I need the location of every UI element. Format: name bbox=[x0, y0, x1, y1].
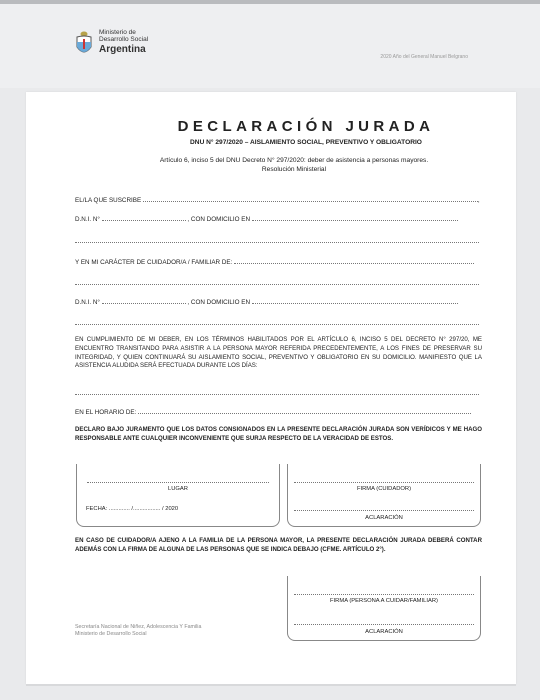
declaration-form bbox=[26, 92, 516, 684]
firma-cuidador-label: FIRMA (CUIDADOR) bbox=[356, 486, 412, 492]
article-reference bbox=[26, 156, 540, 174]
domicilio1-continuation[interactable] bbox=[75, 242, 479, 243]
suscribe-row: EL/LA QUE SUSCRIBE , bbox=[75, 197, 480, 204]
domicilio2-continuation[interactable] bbox=[75, 324, 479, 325]
page-header bbox=[0, 4, 540, 88]
aclaracion1-field[interactable] bbox=[294, 510, 474, 511]
caracter-field[interactable] bbox=[234, 257, 474, 264]
dias-field[interactable] bbox=[75, 394, 479, 395]
domicilio1-label: , CON DOMICILIO EN bbox=[187, 216, 251, 223]
horario-label: EN EL HORARIO DE: bbox=[75, 409, 137, 416]
horario-row bbox=[75, 407, 482, 416]
aclaracion1-label: ACLARACIÓN bbox=[365, 515, 403, 521]
ministry-logo bbox=[74, 30, 148, 58]
form-subtitle: DNU N° 297/2020 – AISLAMIENTO SOCIAL, PREVENTIVO Y OBLIGATORIO bbox=[190, 139, 422, 146]
dni1-field[interactable] bbox=[102, 214, 186, 221]
lugar-field[interactable] bbox=[87, 482, 269, 483]
form-title: DECLARACIÓN JURADA bbox=[177, 118, 435, 135]
firma-persona-box bbox=[287, 576, 481, 641]
dni2-label: D.N.I. N° bbox=[75, 299, 100, 306]
firma-persona-field[interactable] bbox=[294, 594, 474, 595]
dni2-field[interactable] bbox=[102, 297, 186, 304]
argentina-shield-icon bbox=[74, 30, 94, 58]
caracter-continuation[interactable] bbox=[75, 284, 479, 285]
aclaracion2-field[interactable] bbox=[294, 624, 474, 625]
footer-line-2: Ministerio de Desarrollo Social bbox=[75, 630, 147, 637]
dni1-label: D.N.I. N° bbox=[75, 216, 100, 223]
horario-field[interactable] bbox=[138, 407, 471, 414]
footer-attribution bbox=[75, 624, 201, 637]
page-bottom-edge bbox=[26, 684, 516, 686]
suscribe-label: EL/LA QUE SUSCRIBE bbox=[75, 197, 142, 204]
cumplimiento-paragraph: EN CUMPLIMIENTO DE MI DEBER, EN LOS TÉRMINOS HABILITADOS POR EL ARTÍCULO 6, INCISO 5 DEL DECRETO N° 297/20, ME ENCUENTRO TRANSITANDO PARA ASISTIR A LA PERSONA MAYOR REFERIDA PRECEDENTEMENTE, A LOS FINES DE PRESERVAR SU INTEGRIDAD, Y QUIEN CONTINUARÁ SU AISLAMIENTO SOCIAL, PREVENTIVO Y OBLIGATORIO EN SU DOMICILIO. MANIFIESTO QUE LA ASISTENCIA ALUDIDA SERÁ EFECTUADA DURANTE LOS DÍAS: bbox=[75, 336, 482, 370]
caracter-label: Y EN MI CARÁCTER DE CUIDADOR/A / FAMILIAR DE: bbox=[75, 259, 233, 266]
article-line-2: Resolución Ministerial bbox=[261, 166, 327, 173]
lugar-fecha-box bbox=[76, 464, 280, 527]
lugar-label: LUGAR bbox=[168, 486, 188, 492]
dni1-row bbox=[75, 214, 482, 223]
firma-cuidador-field[interactable] bbox=[294, 482, 474, 483]
caracter-row bbox=[75, 257, 482, 266]
firma-cuidador-box bbox=[287, 464, 481, 527]
suscribe-field[interactable] bbox=[143, 195, 478, 202]
firma-persona-label: FIRMA (PERSONA A CUIDAR/FAMILIAR) bbox=[330, 598, 438, 604]
article-line-1: Artículo 6, inciso 5 del DNU Decreto N° 297/2020: deber de asistencia a personas mayores. bbox=[159, 157, 429, 164]
aclaracion2-label: ACLARACIÓN bbox=[365, 629, 403, 635]
logo-line-1: Ministerio de bbox=[99, 29, 136, 36]
year-tag: 2020 Año del General Manuel Belgrano bbox=[380, 54, 468, 60]
domicilio1-field[interactable] bbox=[252, 214, 458, 221]
dni2-row bbox=[75, 297, 482, 306]
footer-line-1: Secretaría Nacional de Niñez, Adolescencia Y Familia bbox=[75, 624, 202, 630]
caso-paragraph: EN CASO DE CUIDADOR/A AJENO A LA FAMILIA DE LA PERSONA MAYOR, LA PRESENTE DECLARACIÓN JURADA DEBERÁ CONTAR ADEMÁS CON LA FIRMA DE ALGUNA DE LAS PERSONAS QUE SE INDICA DEBAJO (CFME. ARTÍCULO 2°). bbox=[75, 537, 482, 553]
juramento-paragraph: DECLARO BAJO JURAMENTO QUE LOS DATOS CONSIGNADOS EN LA PRESENTE DECLARACIÓN JURADA SON VERÍDICOS Y ME HAGO RESPONSABLE ANTE CUALQUIER INCONVENIENTE QUE SURJA RESPECTO DE LA VERACIDAD DE ESTOS. bbox=[75, 426, 482, 442]
domicilio2-label: , CON DOMICILIO EN bbox=[187, 299, 251, 306]
fecha-field[interactable]: FECHA: ............. /................. / 2020 bbox=[86, 506, 179, 512]
domicilio2-field[interactable] bbox=[252, 297, 458, 304]
logo-line-3: Argentina bbox=[99, 43, 146, 55]
logo-line-2: Desarrollo Social bbox=[99, 35, 149, 43]
